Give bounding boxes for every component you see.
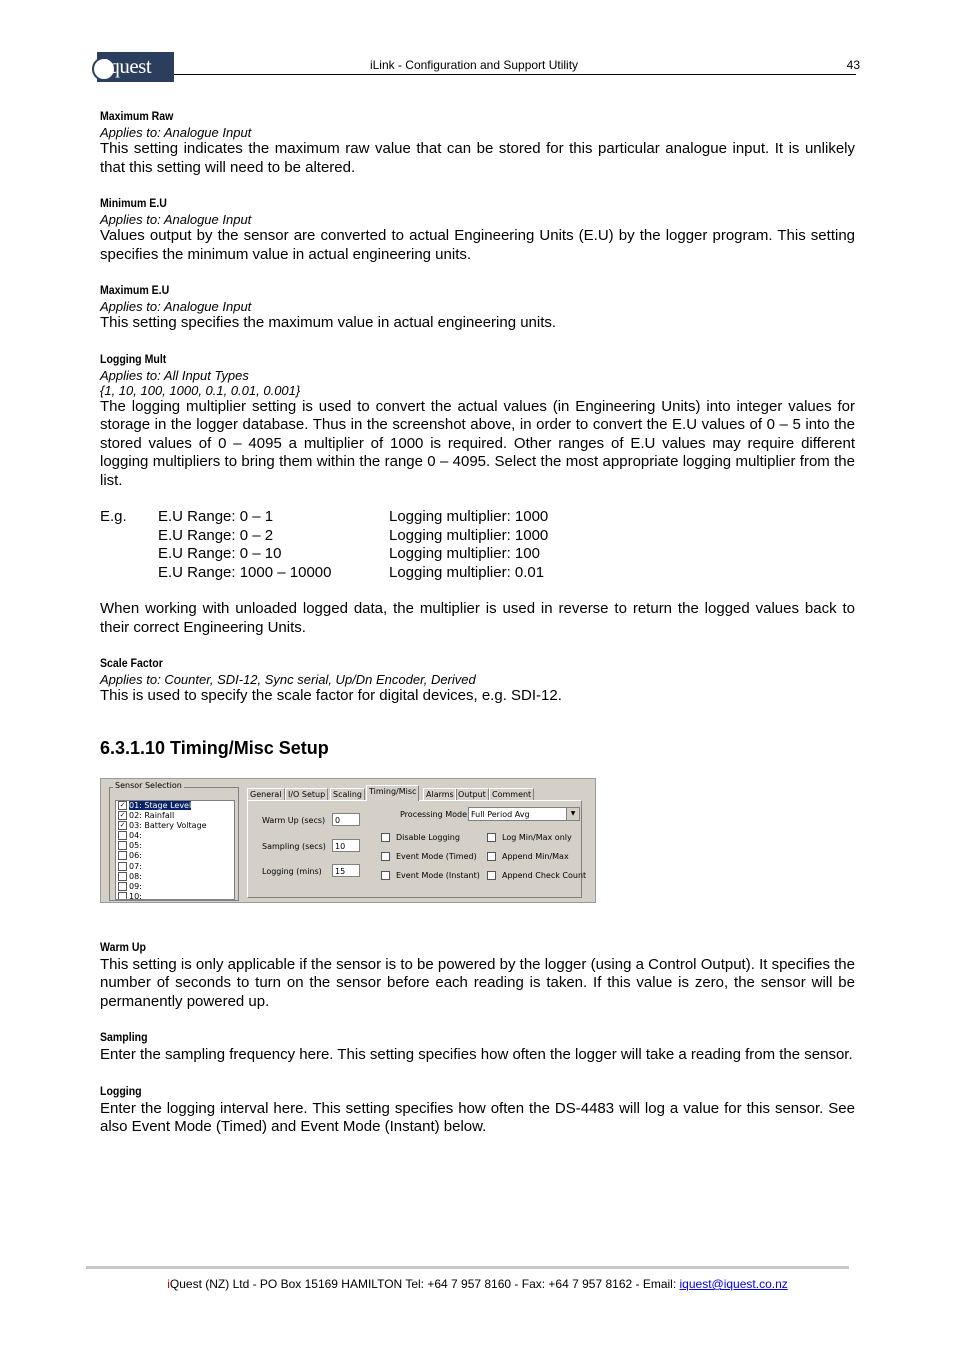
section-label: Maximum Raw <box>100 109 174 123</box>
section-text: Enter the sampling frequency here. This setting specifies how often the logger will take a reading from the sensor. <box>100 1046 853 1063</box>
timing-misc-screenshot <box>100 778 596 903</box>
logging-field: 15 <box>332 864 360 877</box>
document-body <box>100 108 855 1137</box>
section-label: Sampling <box>100 1030 148 1044</box>
event-mode-instant-checkbox: Event Mode (Instant) <box>381 871 480 880</box>
tab-output: Output <box>455 788 489 801</box>
section-scale-factor <box>100 655 855 706</box>
example-range: E.U Range: 1000 – 10000 <box>158 563 332 581</box>
warmup-label: Warm Up (secs) <box>262 815 326 825</box>
tab-scaling: Scaling <box>330 788 365 801</box>
checkbox-icon <box>381 871 390 880</box>
footer <box>100 1277 855 1291</box>
section-label: Logging Mult <box>100 351 167 366</box>
applies-to: Applies to: Analogue Input <box>100 212 252 227</box>
checkbox-icon <box>118 851 127 860</box>
checkbox-icon <box>487 852 496 861</box>
processing-mode-label: Processing Mode <box>400 809 468 819</box>
list-item: 04: <box>116 831 234 841</box>
checkbox-icon <box>381 852 390 861</box>
example-mult: Logging multiplier: 1000 <box>389 508 549 525</box>
processing-mode-select <box>468 807 580 821</box>
processing-mode-value: Full Period Avg <box>471 809 530 819</box>
list-item: ✓ 01: Stage Level <box>119 800 192 810</box>
checkbox-icon <box>118 841 127 850</box>
checkbox-icon <box>118 892 127 899</box>
footer-brand-i: i <box>167 1277 170 1291</box>
header-title: iLink - Configuration and Support Utility <box>369 58 579 72</box>
sampling-field: 10 <box>332 839 360 852</box>
checkbox-icon <box>118 872 127 881</box>
list-item: 06: <box>116 851 234 861</box>
section-text: This setting is only applicable if the sensor is to be powered by the logger (using a Control Output). It specifies the number of seconds to turn on the sensor before each reading is taken. If this value is zero, the sensor will be permanently powered up. <box>100 955 855 1010</box>
timing-misc-panel <box>247 800 587 898</box>
eg-label: E.g. <box>100 508 127 525</box>
checkbox-icon <box>118 882 127 891</box>
header-rule <box>174 74 856 75</box>
example-range: E.U Range: 0 – 2 <box>158 526 274 544</box>
list-item: 08: <box>116 872 234 882</box>
applies-to: Applies to: All Input Types <box>100 367 249 383</box>
applies-to: Applies to: Counter, SDI-12, Sync serial, Up/Dn Encoder, Derived <box>100 672 476 687</box>
checkbox-icon <box>118 831 127 840</box>
section-label: Logging <box>100 1083 142 1098</box>
checkbox-checked-icon: ✓ <box>119 820 126 829</box>
checkbox-icon <box>487 871 496 880</box>
sensor-list <box>115 800 235 900</box>
footer-email-link[interactable]: iquest@iquest.co.nz <box>679 1277 788 1291</box>
checkbox-icon <box>487 833 496 842</box>
chevron-down-icon: ▼ <box>566 808 579 820</box>
example-range: E.U Range: 0 – 10 <box>158 545 282 562</box>
warmup-field: 0 <box>332 813 360 826</box>
section-text: The logging multiplier setting is used to convert the actual values (in Engineering Units) into integer values for storage in the logger database. Thus in the screenshot above, in order to convert the E.U values of 0 – 5 into the stored values of 0 – 4095 a multiplier of 1000 is required. Other ranges of E.U values may require different logging multipliers to bring them within the range 0 – 4095. Select the most appropriate logging multiplier from the list. <box>100 397 855 489</box>
section-text: When working with unloaded logged data, the multiplier is used in reverse to return the logged values back to their correct Engineering Units. <box>100 600 855 636</box>
tab-comment: Comment <box>489 788 534 801</box>
append-minmax-checkbox: Append Min/Max <box>487 852 569 861</box>
tab-timing-misc: Timing/Misc <box>366 785 419 801</box>
company-logo <box>92 52 174 82</box>
checkbox-icon <box>381 833 390 842</box>
applies-to: Applies to: Analogue Input <box>100 125 252 140</box>
section-maximum-eu <box>100 282 855 333</box>
section-text: Values output by the sensor are converted to actual Engineering Units (E.U) by the logger program. This setting specifies the minimum value in actual engineering units. <box>100 227 855 263</box>
list-item: 05: <box>116 841 234 851</box>
footer-rule <box>86 1266 849 1269</box>
append-check-count-checkbox: Append Check Count <box>487 871 586 880</box>
footer-company: Quest (NZ) Ltd - PO Box 15169 HAMILTON Tel: +64 7 957 8160 - Fax: +64 7 957 8162 - Email: <box>169 1277 680 1291</box>
list-item: 10: <box>116 892 234 899</box>
section-text: Enter the logging interval here. This setting specifies how often the DS-4483 will log a value for this sensor. See also Event Mode (Timed) and Event Mode (Instant) below. <box>100 1099 855 1135</box>
section-label: Scale Factor <box>100 656 163 670</box>
tab-io-setup: I/O Setup <box>285 788 328 801</box>
page-number: 43 <box>846 58 860 72</box>
checkbox-checked-icon: ✓ <box>119 810 126 819</box>
section-heading: 6.3.1.10 Timing/Misc Setup <box>100 737 329 758</box>
options-list: {1, 10, 100, 1000, 0.1, 0.01, 0.001} <box>100 382 301 398</box>
tab-general: General <box>247 788 285 801</box>
section-sampling <box>100 1029 855 1065</box>
checkbox-checked-icon: ✓ <box>119 800 126 809</box>
example-mult: Logging multiplier: 1000 <box>389 526 549 544</box>
section-text: This setting indicates the maximum raw value that can be stored for this particular analogue input. It is unlikely that this setting will need to be altered. <box>100 140 855 176</box>
section-logging-mult <box>100 351 855 638</box>
section-logging <box>100 1083 855 1137</box>
example-range: E.U Range: 0 – 1 <box>158 508 274 525</box>
sampling-label: Sampling (secs) <box>262 841 326 851</box>
event-mode-timed-checkbox: Event Mode (Timed) <box>381 852 477 861</box>
section-label: Maximum E.U <box>100 283 170 297</box>
example-table <box>100 508 855 582</box>
logging-label: Logging (mins) <box>262 866 322 876</box>
section-label: Minimum E.U <box>100 196 167 210</box>
section-maximum-raw <box>100 108 855 177</box>
tab-alarms: Alarms <box>423 788 457 801</box>
disable-logging-checkbox: Disable Logging <box>381 833 460 842</box>
list-item: 09: <box>116 882 234 892</box>
list-item: ✓ 02: Rainfall <box>119 810 175 820</box>
section-text: This is used to specify the scale factor for digital devices, e.g. SDI-12. <box>100 687 562 704</box>
applies-to: Applies to: Analogue Input <box>100 299 252 314</box>
example-mult: Logging multiplier: 100 <box>389 545 540 562</box>
list-item: ✓ 03: Battery Voltage <box>119 820 207 830</box>
list-item: 07: <box>116 862 234 872</box>
sensor-selection-title: Sensor Selection <box>115 780 182 790</box>
section-warm-up <box>100 939 855 1012</box>
logo-text: iquest <box>104 54 152 78</box>
section-label: Warm Up <box>100 939 146 954</box>
log-minmax-checkbox: Log Min/Max only <box>487 833 572 842</box>
section-text: This setting specifies the maximum value in actual engineering units. <box>100 314 557 331</box>
section-minimum-eu <box>100 195 855 264</box>
checkbox-icon <box>118 862 127 871</box>
example-mult: Logging multiplier: 0.01 <box>389 563 545 581</box>
